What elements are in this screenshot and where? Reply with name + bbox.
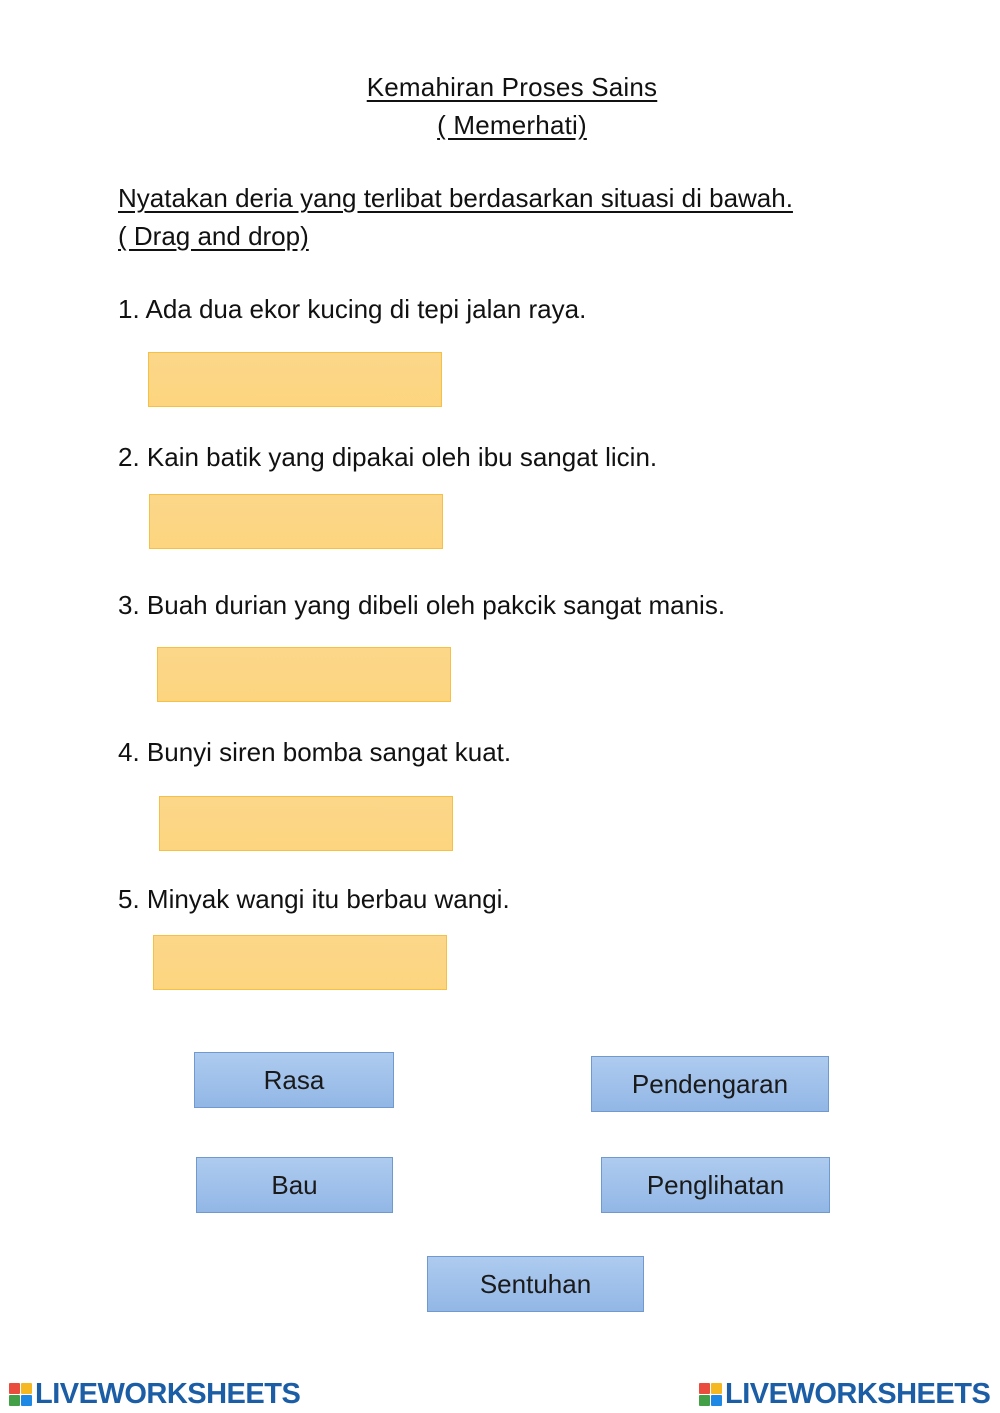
option-penglihatan[interactable] — [601, 1157, 830, 1213]
question-4: 4. Bunyi siren bomba sangat kuat. — [118, 737, 512, 767]
drop-zone-1[interactable] — [148, 352, 442, 407]
option-label: Rasa — [263, 1064, 325, 1095]
option-label: Sentuhan — [479, 1268, 592, 1299]
option-label: Pendengaran — [631, 1068, 789, 1099]
page-title: Kemahiran Proses Sains — [366, 72, 658, 102]
brand-logo-right — [699, 1377, 990, 1411]
page-subtitle: ( Memerhati) — [437, 110, 587, 140]
question-3: 3. Buah durian yang dibeli oleh pakcik sangat manis. — [118, 590, 726, 620]
option-pendengaran[interactable] — [591, 1056, 829, 1112]
liveworksheets-logo-icon — [9, 1383, 32, 1406]
brand-name: LIVEWORKSHEETS — [725, 1378, 991, 1410]
option-rasa[interactable] — [194, 1052, 394, 1108]
question-1: 1. Ada dua ekor kucing di tepi jalan raya. — [118, 294, 587, 324]
option-sentuhan[interactable] — [427, 1256, 644, 1312]
brand-logo-left — [9, 1377, 300, 1411]
question-5: 5. Minyak wangi itu berbau wangi. — [118, 884, 510, 914]
drop-zone-2[interactable] — [149, 494, 443, 549]
brand-name: LIVEWORKSHEETS — [35, 1378, 301, 1410]
drop-zone-5[interactable] — [153, 935, 447, 990]
drop-zone-4[interactable] — [159, 796, 453, 851]
option-label: Penglihatan — [646, 1169, 785, 1200]
question-2: 2. Kain batik yang dipakai oleh ibu sangat licin. — [118, 442, 658, 472]
drop-zone-3[interactable] — [157, 647, 451, 702]
liveworksheets-logo-icon — [699, 1383, 722, 1406]
instruction-text: Nyatakan deria yang terlibat berdasarkan situasi di bawah. — [118, 183, 793, 213]
option-label: Bau — [271, 1169, 318, 1200]
instruction-mode: ( Drag and drop) — [118, 221, 309, 251]
option-bau[interactable] — [196, 1157, 393, 1213]
